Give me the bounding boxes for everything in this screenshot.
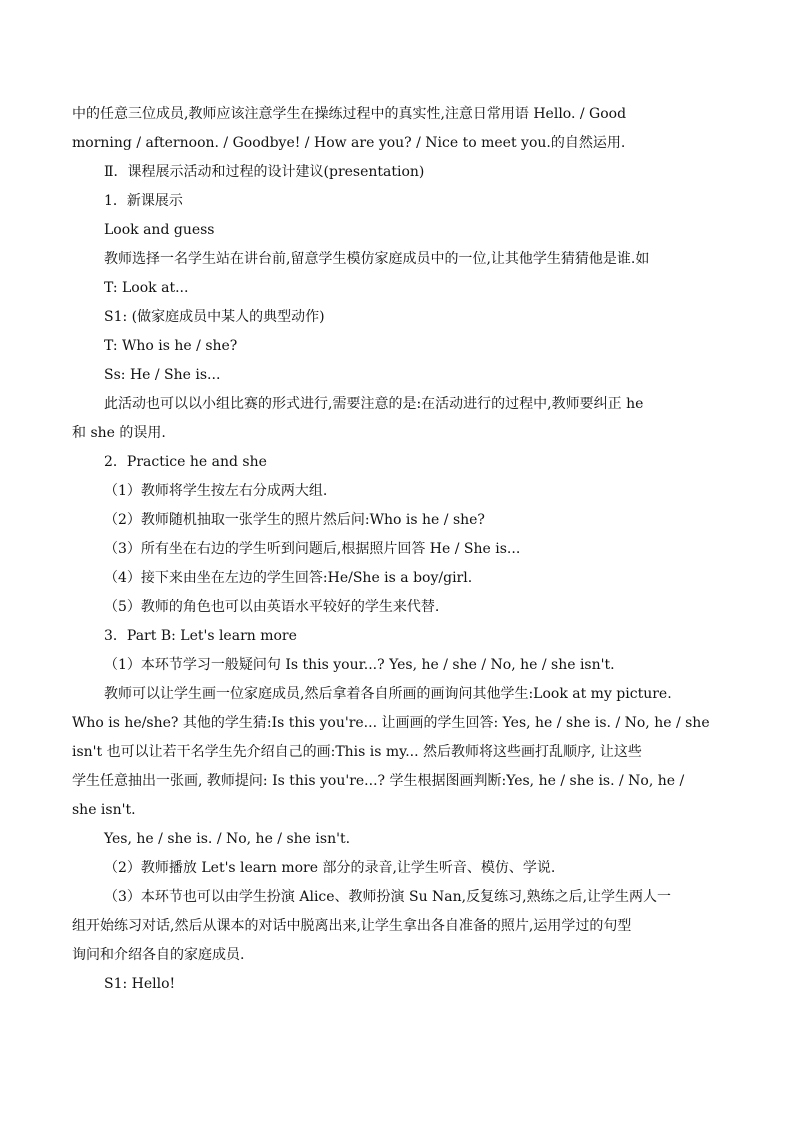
- text-line: Yes, he / she is. / No, he / she isn't.: [104, 831, 351, 847]
- subsection-heading: 1．新课展示: [104, 193, 183, 209]
- list-item: （2）教师播放 Let's learn more 部分的录音,让学生听音、模仿、学说.: [104, 860, 556, 876]
- text-line: 询问和介绍各自的家庭成员.: [72, 947, 245, 963]
- subsection-heading: 3．Part B: Let's learn more: [104, 628, 297, 644]
- list-item: （2）教师随机抽取一张学生的照片然后问:Who is he / she?: [104, 512, 485, 528]
- text-line: Who is he/she? 其他的学生猜:Is this you're... 让画画的学生回答: Yes, he / she is. / No, he / she: [72, 715, 710, 731]
- subsection-heading: 2．Practice he and she: [104, 454, 267, 470]
- text-line: morning / afternoon. / Goodbye! / How are you? / Nice to meet you.的自然运用.: [72, 135, 626, 151]
- dialogue-line: S1: (做家庭成员中某人的典型动作): [104, 309, 325, 325]
- text-line: 和 she 的误用.: [72, 425, 166, 441]
- document-body: [72, 100, 722, 999]
- text-line: isn't 也可以让若干名学生先介绍自己的画:This is my... 然后教师将这些画打乱顺序, 让这些: [72, 744, 642, 760]
- list-item: （5）教师的角色也可以由英语水平较好的学生来代替.: [104, 599, 440, 615]
- list-item: （1）教师将学生按左右分成两大组.: [104, 483, 328, 499]
- list-item: （3）本环节也可以由学生扮演 Alice、教师扮演 Su Nan,反复练习,熟练之后,让学生两人一: [104, 889, 672, 905]
- text-line: 中的任意三位成员,教师应该注意学生在操练过程中的真实性,注意日常用语 Hello. / Good: [72, 106, 627, 122]
- text-line: 此活动也可以以小组比赛的形式进行,需要注意的是:在活动进行的过程中,教师要纠正 he: [104, 396, 644, 412]
- dialogue-line: T: Who is he / she?: [104, 338, 238, 354]
- text-line: 教师可以让学生画一位家庭成员,然后拿着各自所画的画询问其他学生:Look at my picture.: [104, 686, 672, 702]
- list-item: （3）所有坐在右边的学生听到问题后,根据照片回答 He / She is...: [104, 541, 521, 557]
- text-line: 学生任意抽出一张画, 教师提问: Is this you're...? 学生根据图画判断:Yes, he / she is. / No, he /: [72, 773, 685, 789]
- list-item: （4）接下来由坐在左边的学生回答:He/She is a boy/girl.: [104, 570, 473, 586]
- text-line: 组开始练习对话,然后从课本的对话中脱离出来,让学生拿出各自准备的照片,运用学过的句型: [72, 918, 632, 934]
- section-heading: Ⅱ．课程展示活动和过程的设计建议(presentation): [104, 164, 425, 180]
- dialogue-line: T: Look at...: [104, 280, 189, 296]
- dialogue-line: S1: Hello!: [104, 976, 176, 992]
- text-line: 教师选择一名学生站在讲台前,留意学生模仿家庭成员中的一位,让其他学生猜猜他是谁.如: [104, 251, 650, 267]
- list-item: （1）本环节学习一般疑问句 Is this your...? Yes, he / she / No, he / she isn't.: [104, 657, 615, 673]
- dialogue-line: Ss: He / She is...: [104, 367, 221, 383]
- text-line: she isn't.: [72, 802, 136, 818]
- activity-title: Look and guess: [104, 222, 215, 238]
